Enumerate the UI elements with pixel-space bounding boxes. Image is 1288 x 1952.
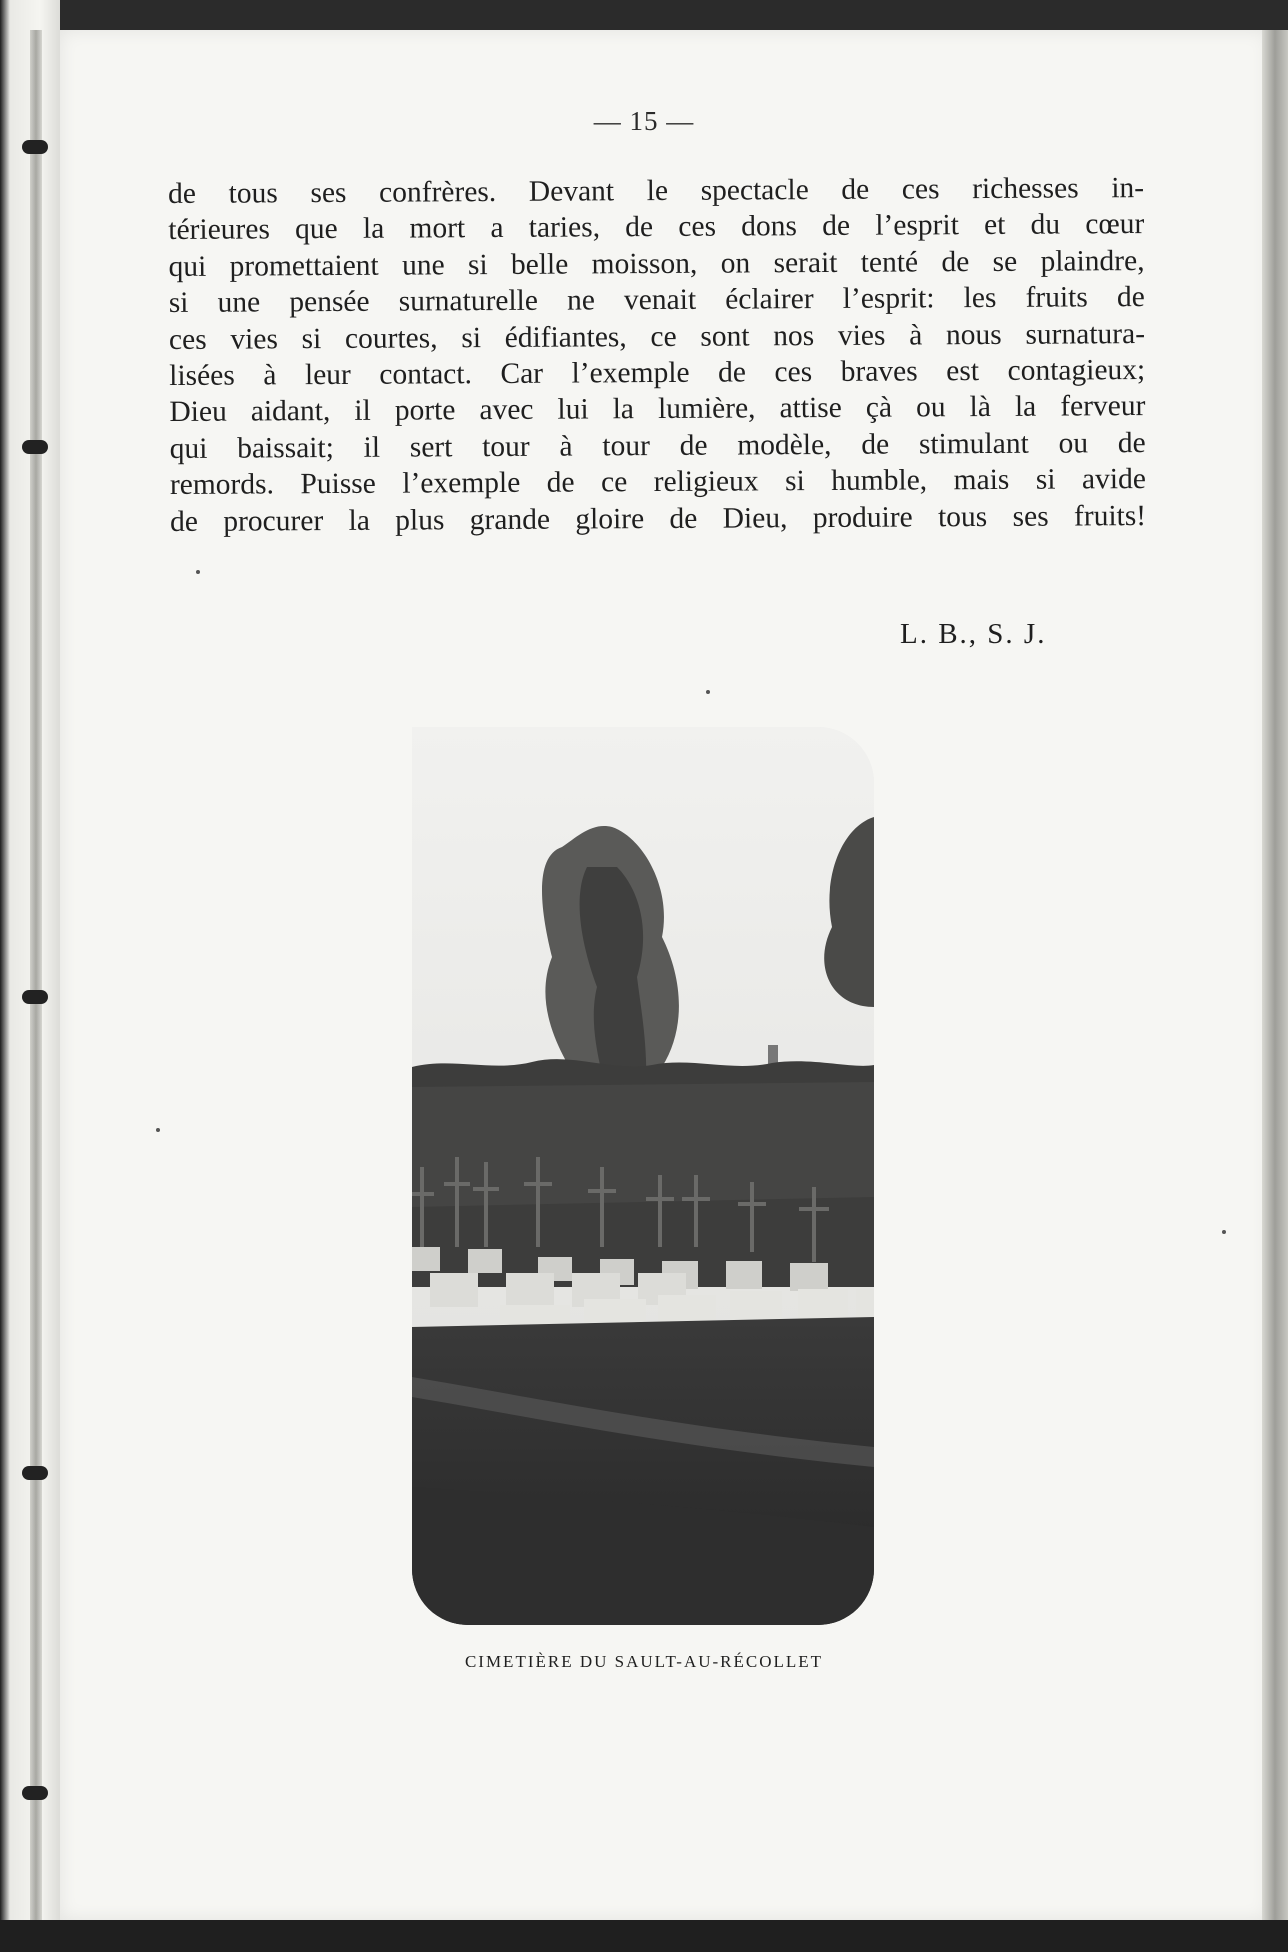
binding-stitch bbox=[22, 1466, 48, 1480]
text-line: lisées à leur contact. Car l’exemple de ces braves est contagieux; bbox=[169, 354, 1146, 393]
text-line: de tous ses confrères. Devant le spectacle de ces richesses in- bbox=[168, 172, 1145, 210]
binding-stitch bbox=[22, 1786, 48, 1800]
author-signature: L. B., S. J. bbox=[900, 618, 1047, 650]
text-line: térieures que la mort a taries, de ces dons de l’esprit et du cœur bbox=[168, 208, 1145, 247]
page-edge bbox=[1262, 30, 1288, 1920]
text-line: si une pensée surnaturelle ne venait éclairer l’esprit: les fruits de bbox=[168, 281, 1145, 320]
cemetery-photo bbox=[412, 727, 874, 1625]
paper-speck bbox=[196, 570, 200, 574]
binding-stitch bbox=[22, 440, 48, 454]
paper-speck bbox=[706, 690, 710, 694]
text-line: ces vies si courtes, si édifiantes, ce sont nos vies à nous surnatura- bbox=[168, 317, 1146, 356]
text-line: de procurer la plus grande gloire de Dieu, produire tous ses fruits! bbox=[170, 499, 1147, 538]
scan-border bbox=[0, 1920, 1288, 1952]
body-paragraph bbox=[168, 170, 1146, 540]
cemetery-photo-illustration bbox=[412, 727, 874, 1625]
text-line: qui baissait; il sert tour à tour de modèle, de stimulant ou de bbox=[169, 426, 1146, 465]
text-line: qui promettaient une si belle moisson, on serait tenté de se plaindre, bbox=[168, 244, 1145, 283]
text-line: Dieu aidant, il porte avec lui la lumière, attise çà ou là la ferveur bbox=[169, 390, 1146, 429]
paper-speck bbox=[156, 1128, 160, 1132]
binding-stitch bbox=[22, 990, 48, 1004]
page-number: — 15 — bbox=[593, 106, 695, 136]
text-line: remords. Puisse l’exemple de ce religieux si humble, mais si avide bbox=[169, 463, 1146, 502]
binding-thread bbox=[30, 30, 42, 1920]
binding-stitch bbox=[22, 140, 48, 154]
photo-caption: CIMETIÈRE DU SAULT-AU-RÉCOLLET bbox=[464, 1652, 824, 1671]
paper-speck bbox=[1222, 1230, 1226, 1234]
